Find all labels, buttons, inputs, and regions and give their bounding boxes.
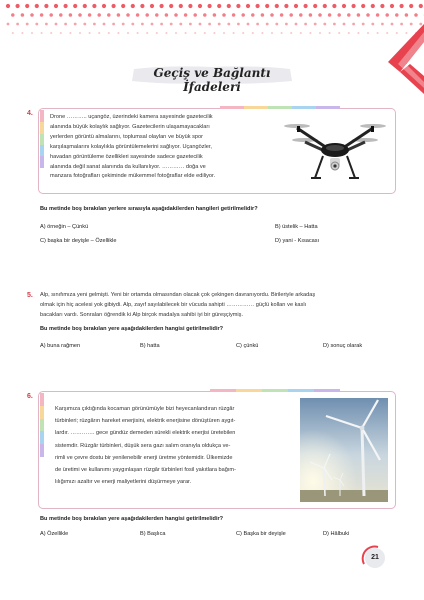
decorative-dot	[60, 32, 62, 34]
decorative-dot	[121, 4, 125, 8]
decorative-dot	[281, 32, 283, 34]
decorative-dot	[151, 23, 154, 26]
decorative-dot	[414, 13, 418, 17]
decorative-dot	[323, 23, 326, 26]
passage-line: lılığımızı azaltır ve enerji maliyetlerini düşürmeye yarar.	[55, 479, 192, 486]
decorative-dot	[155, 13, 159, 17]
decorative-dot	[203, 13, 207, 17]
decorative-dot	[127, 32, 129, 34]
decorative-dot	[247, 23, 250, 26]
passage-line: havadan görüntüleme özellikleri sayesinde sadece gazetecilik	[50, 153, 203, 160]
decorative-dot	[227, 23, 230, 26]
decorative-dot	[270, 13, 274, 17]
decorative-dot	[102, 4, 106, 8]
rainbow-strip-vertical	[40, 393, 44, 457]
answer-option-c[interactable]: C) çünkü	[236, 343, 259, 349]
passage-line: de üretimi ve kullanımı yaygınlaşan rüzgâr türbinleri fosil yakıtlara bağım-	[55, 467, 236, 474]
decorative-dot	[165, 32, 167, 34]
decorative-dot	[217, 4, 221, 8]
decorative-dot	[232, 13, 236, 17]
header-dot-pattern	[0, 0, 424, 50]
drone-image	[283, 118, 387, 184]
decorative-dot	[409, 4, 413, 8]
decorative-dot	[328, 13, 332, 17]
decorative-dot	[290, 32, 292, 34]
decorative-dot	[319, 32, 321, 34]
answer-option-b[interactable]: B) üstelik – Hatta	[275, 224, 318, 230]
decorative-dot	[97, 13, 101, 17]
decorative-dot	[170, 23, 173, 26]
decorative-dot	[285, 23, 288, 26]
decorative-dot	[11, 13, 15, 17]
decorative-dot	[289, 13, 293, 17]
decorative-dot	[126, 13, 130, 17]
decorative-dot	[304, 23, 307, 26]
decorative-dot	[390, 4, 394, 8]
decorative-dot	[78, 13, 82, 17]
decorative-dot	[174, 13, 178, 17]
decorative-dot	[213, 13, 217, 17]
decorative-dot	[227, 4, 231, 8]
decorative-dot	[189, 23, 192, 26]
decorative-dot	[175, 32, 177, 34]
decorative-dot	[6, 4, 10, 8]
decorative-dot	[169, 4, 173, 8]
passage-line: alanında değil sanat alanında da kullanılıyor. ………… doğa ve	[50, 163, 206, 170]
decorative-dot	[31, 32, 33, 34]
decorative-dot	[342, 4, 346, 8]
passage-line: rimli ve çevre dostu bir yenilenebilir enerji üretme yöntemidir. Ülkemizde	[55, 454, 233, 461]
decorative-dot	[343, 23, 346, 26]
decorative-dot	[198, 4, 202, 8]
rainbow-strip-horizontal	[210, 389, 340, 393]
question-number: 4.	[27, 110, 33, 117]
decorative-dot	[376, 13, 380, 17]
decorative-dot	[338, 32, 340, 34]
decorative-dot	[329, 32, 331, 34]
wind-turbine-image	[300, 398, 388, 502]
decorative-dot	[137, 32, 139, 34]
decorative-dot	[64, 4, 68, 8]
passage-line: Drone ……….. uçangöz, üzerindeki kamera sayesinde gazetecilik	[50, 114, 213, 120]
decorative-dot	[55, 23, 58, 26]
decorative-dot	[309, 32, 311, 34]
decorative-dot	[218, 23, 221, 26]
decorative-dot	[69, 32, 71, 34]
decorative-dot	[337, 13, 341, 17]
decorative-dot	[140, 4, 144, 8]
passage-line: yerlerden görüntü almalarını, toplumsal olayları ve büyük spor	[50, 133, 203, 140]
decorative-dot	[44, 4, 48, 8]
passage-line: alanında büyük kolaylık sağlıyor. Gazetecilerin ulaşamayacakları	[50, 123, 210, 130]
decorative-dot	[89, 32, 91, 34]
decorative-dot	[261, 32, 263, 34]
page-title: Geçiş ve Bağlantı İfadeleri	[153, 66, 271, 94]
answer-option-d[interactable]: D) yani - Kısacası	[275, 238, 320, 244]
passage-line: türbinleri; rüzgârın hareket enerjisini, elektrik enerjisine dönüştüren aygıt-	[55, 418, 236, 425]
decorative-dot	[309, 13, 313, 17]
decorative-dot	[193, 13, 197, 17]
decorative-dot	[275, 23, 278, 26]
decorative-dot	[265, 4, 269, 8]
decorative-dot	[59, 13, 63, 17]
decorative-dot	[233, 32, 235, 34]
question-passage	[55, 403, 295, 488]
decorative-dot	[98, 32, 100, 34]
decorative-dot	[131, 23, 134, 26]
decorative-dot	[284, 4, 288, 8]
decorative-dot	[204, 32, 206, 34]
decorative-dot	[361, 4, 365, 8]
decorative-dot	[246, 4, 250, 8]
decorative-dot	[400, 4, 404, 8]
decorative-dot	[294, 4, 298, 8]
decorative-dot	[146, 32, 148, 34]
decorative-dot	[179, 4, 183, 8]
decorative-dot	[150, 4, 154, 8]
decorative-dot	[69, 13, 73, 17]
answer-option-a[interactable]: A) Özellikle	[40, 531, 69, 537]
answer-option-b[interactable]: B) hatta	[140, 343, 160, 349]
decorative-dot	[117, 13, 121, 17]
decorative-dot	[357, 32, 359, 34]
passage-line: sistemdir. Rüzgâr türbinleri, düşük sera gazı salım oranıyla oldukça ve-	[55, 442, 231, 449]
decorative-dot	[313, 4, 317, 8]
answer-option-d[interactable]: D) sonuç olarak	[323, 343, 363, 349]
decorative-dot	[357, 13, 361, 17]
answer-option-a[interactable]: A) örneğin – Çünkü	[40, 224, 89, 230]
decorative-dot	[35, 23, 38, 26]
decorative-dot	[93, 23, 96, 26]
answer-option-b[interactable]: B) Başlıca	[140, 531, 166, 537]
rainbow-strip-vertical	[40, 110, 44, 168]
answer-option-a[interactable]: A) buna rağmen	[40, 343, 81, 349]
decorative-dot	[223, 32, 225, 34]
decorative-dot	[332, 4, 336, 8]
decorative-dot	[366, 13, 370, 17]
page-number: 21	[365, 548, 385, 568]
decorative-dot	[380, 4, 384, 8]
passage-line: lardır. …………. gece gündüz demeden sürekli elektrik enerjisi üretebilen	[55, 430, 236, 437]
question-number: 6.	[27, 393, 33, 400]
passage-line: manzara fotoğrafları çekiminde mükemmel fotoğraflar elde ediliyor.	[50, 173, 216, 180]
decorative-dot	[131, 4, 135, 8]
decorative-dot	[136, 13, 140, 17]
decorative-dot	[405, 13, 409, 17]
decorative-dot	[156, 32, 158, 34]
decorative-dot	[16, 23, 19, 26]
answer-option-c[interactable]: C) başka bir deyişle – Özellikle	[40, 238, 117, 244]
decorative-dot	[30, 13, 34, 17]
decorative-dot	[318, 13, 322, 17]
decorative-dot	[45, 23, 48, 26]
decorative-dot	[21, 13, 25, 17]
decorative-dot	[371, 4, 375, 8]
decorative-dot	[25, 4, 29, 8]
decorative-dot	[266, 23, 269, 26]
decorative-dot	[107, 13, 111, 17]
decorative-dot	[333, 23, 336, 26]
passage-line: karşılaşmalarını kolaylıkla görüntülemelerini sağlıyor. Uçangözler,	[50, 143, 212, 150]
decorative-dot	[185, 32, 187, 34]
decorative-dot	[237, 23, 240, 26]
decorative-dot	[122, 23, 125, 26]
passage-line: Karşımıza çıktığında kocaman görünümüyle bizi heyecanlandıran rüzgâr	[55, 406, 235, 412]
decorative-dot	[88, 13, 92, 17]
section-title-banner	[130, 64, 294, 94]
decorative-dot	[300, 32, 302, 34]
decorative-dot	[141, 23, 144, 26]
question-prompt: Bu metinde boş bırakılan yere aşağıdakilerden hangisi getirilmelidir?	[40, 326, 224, 332]
decorative-dot	[117, 32, 119, 34]
rainbow-strip-horizontal	[220, 106, 340, 110]
decorative-dot	[50, 32, 52, 34]
answer-option-c[interactable]: C) Başka bir deyişle	[236, 531, 286, 537]
passage-line: olmak için hiç acelesi yok gibiydi. Alp, zayıf sayılabilecek bir vücuda sahipti …………… güçlü kolları ve kaslı	[40, 301, 307, 308]
decorative-dot	[280, 13, 284, 17]
decorative-dot	[347, 13, 351, 17]
decorative-dot	[79, 32, 81, 34]
decorative-dot	[256, 23, 259, 26]
decorative-dot	[49, 13, 53, 17]
decorative-dot	[352, 4, 356, 8]
decorative-dot	[160, 4, 164, 8]
decorative-dot	[112, 23, 115, 26]
question-passage	[40, 291, 400, 321]
decorative-dot	[208, 23, 211, 26]
decorative-dot	[395, 13, 399, 17]
decorative-dot	[54, 4, 58, 8]
decorative-dot	[208, 4, 212, 8]
decorative-dot	[103, 23, 106, 26]
decorative-dot	[7, 23, 10, 26]
decorative-dot	[145, 13, 149, 17]
decorative-dot	[188, 4, 192, 8]
decorative-dot	[199, 23, 202, 26]
corner-chevron-decoration	[364, 24, 424, 94]
decorative-dot	[419, 4, 423, 8]
decorative-dot	[194, 32, 196, 34]
decorative-dot	[348, 32, 350, 34]
decorative-dot	[179, 23, 182, 26]
decorative-dot	[26, 23, 29, 26]
decorative-dot	[241, 13, 245, 17]
decorative-dot	[256, 4, 260, 8]
decorative-dot	[74, 23, 77, 26]
decorative-dot	[222, 13, 226, 17]
decorative-dot	[385, 13, 389, 17]
decorative-dot	[40, 13, 44, 17]
decorative-dot	[261, 13, 265, 17]
decorative-dot	[64, 23, 67, 26]
question-number: 5.	[27, 292, 33, 299]
question-passage	[50, 113, 280, 182]
decorative-dot	[108, 32, 110, 34]
decorative-dot	[323, 4, 327, 8]
decorative-dot	[271, 32, 273, 34]
decorative-dot	[184, 13, 188, 17]
decorative-dot	[12, 32, 14, 34]
answer-option-d[interactable]: D) Hâlbuki	[323, 531, 350, 537]
decorative-dot	[160, 23, 163, 26]
decorative-dot	[41, 32, 43, 34]
decorative-dot	[112, 4, 116, 8]
decorative-dot	[21, 32, 23, 34]
decorative-dot	[165, 13, 169, 17]
decorative-dot	[304, 4, 308, 8]
decorative-dot	[16, 4, 20, 8]
decorative-dot	[83, 4, 87, 8]
question-prompt: Bu metinde boş bırakılan yere aşağıdakilerden hangisi getirilmelidir?	[40, 516, 224, 522]
decorative-dot	[213, 32, 215, 34]
passage-line: bacakları vardı. Sonraları öğrendik ki Alp birçok madalya sahibi iyi bir güreşçiymiş.	[40, 311, 244, 318]
decorative-dot	[275, 4, 279, 8]
question-prompt: Bu metinde boş bırakılan yerlere sırasıyla aşağıdakilerden hangileri getirilmelidir?	[40, 206, 258, 212]
decorative-dot	[35, 4, 39, 8]
decorative-dot	[236, 4, 240, 8]
decorative-dot	[83, 23, 86, 26]
decorative-dot	[352, 23, 355, 26]
passage-line: Alp, sınıfımıza yeni gelmişti. Yeni bir ortamda olmasından olacak çok çekingen davranıyordu. Birileriyle arkadaş	[40, 292, 316, 298]
decorative-dot	[252, 32, 254, 34]
decorative-dot	[73, 4, 77, 8]
decorative-dot	[295, 23, 298, 26]
decorative-dot	[242, 32, 244, 34]
decorative-dot	[251, 13, 255, 17]
decorative-dot	[92, 4, 96, 8]
decorative-dot	[314, 23, 317, 26]
decorative-dot	[299, 13, 303, 17]
